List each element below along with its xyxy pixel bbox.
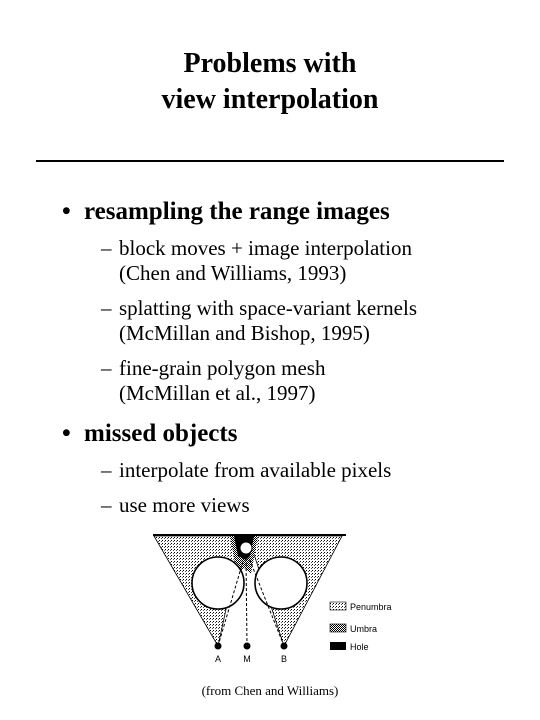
legend-penumbra-label: Penumbra	[350, 602, 392, 612]
legend-hole-swatch	[330, 642, 346, 650]
dash-marker: –	[101, 356, 112, 380]
title-divider	[36, 160, 504, 162]
viewpoint-a	[215, 643, 222, 650]
subitem-citation: (McMillan et al., 1997)	[119, 381, 316, 405]
title-line-2: view interpolation	[161, 84, 379, 115]
subitem-block-moves	[101, 236, 412, 286]
subitem-text: splatting with space-variant kernels	[119, 296, 417, 320]
visibility-diagram	[150, 528, 410, 668]
bullet-resampling	[62, 197, 390, 227]
bullet-dot: •	[62, 198, 71, 225]
sphere-right	[255, 557, 307, 609]
legend-penumbra-swatch	[330, 602, 346, 610]
occluding-sphere	[240, 542, 252, 554]
subitem-text: block moves + image interpolation	[119, 236, 412, 260]
legend-hole-label: Hole	[350, 642, 369, 652]
bullet-label: resampling the range images	[84, 198, 390, 225]
bullet-missed-objects	[62, 419, 237, 449]
label-m: M	[243, 654, 251, 664]
viewpoint-b	[281, 643, 288, 650]
subitem-text: fine-grain polygon mesh	[119, 356, 326, 380]
bullet-label: missed objects	[84, 420, 238, 447]
title-line-1: Problems with	[183, 48, 357, 79]
legend-umbra-swatch	[330, 624, 346, 632]
dash-marker: –	[101, 493, 112, 517]
legend-umbra-label: Umbra	[350, 624, 378, 634]
visibility-figure	[150, 528, 410, 668]
viewpoint-m	[244, 643, 251, 650]
subitem-more-views	[101, 493, 250, 518]
figure-caption: (from Chen and Williams)	[201, 683, 339, 698]
subitem-text: use more views	[119, 493, 250, 517]
subitem-citation: (Chen and Williams, 1993)	[119, 261, 347, 285]
dash-marker: –	[101, 296, 112, 320]
subitem-polygon-mesh	[101, 356, 325, 406]
subitem-citation: (McMillan and Bishop, 1995)	[119, 321, 370, 345]
dash-marker: –	[101, 458, 112, 482]
label-a: A	[214, 654, 222, 664]
label-b: B	[280, 654, 288, 664]
slide-title	[0, 46, 540, 118]
bullet-dot: •	[62, 420, 71, 447]
subitem-interpolate	[101, 458, 391, 483]
dash-marker: –	[101, 236, 112, 260]
subitem-splatting	[101, 296, 417, 346]
ray-m	[246, 558, 247, 646]
subitem-text: interpolate from available pixels	[119, 458, 392, 482]
